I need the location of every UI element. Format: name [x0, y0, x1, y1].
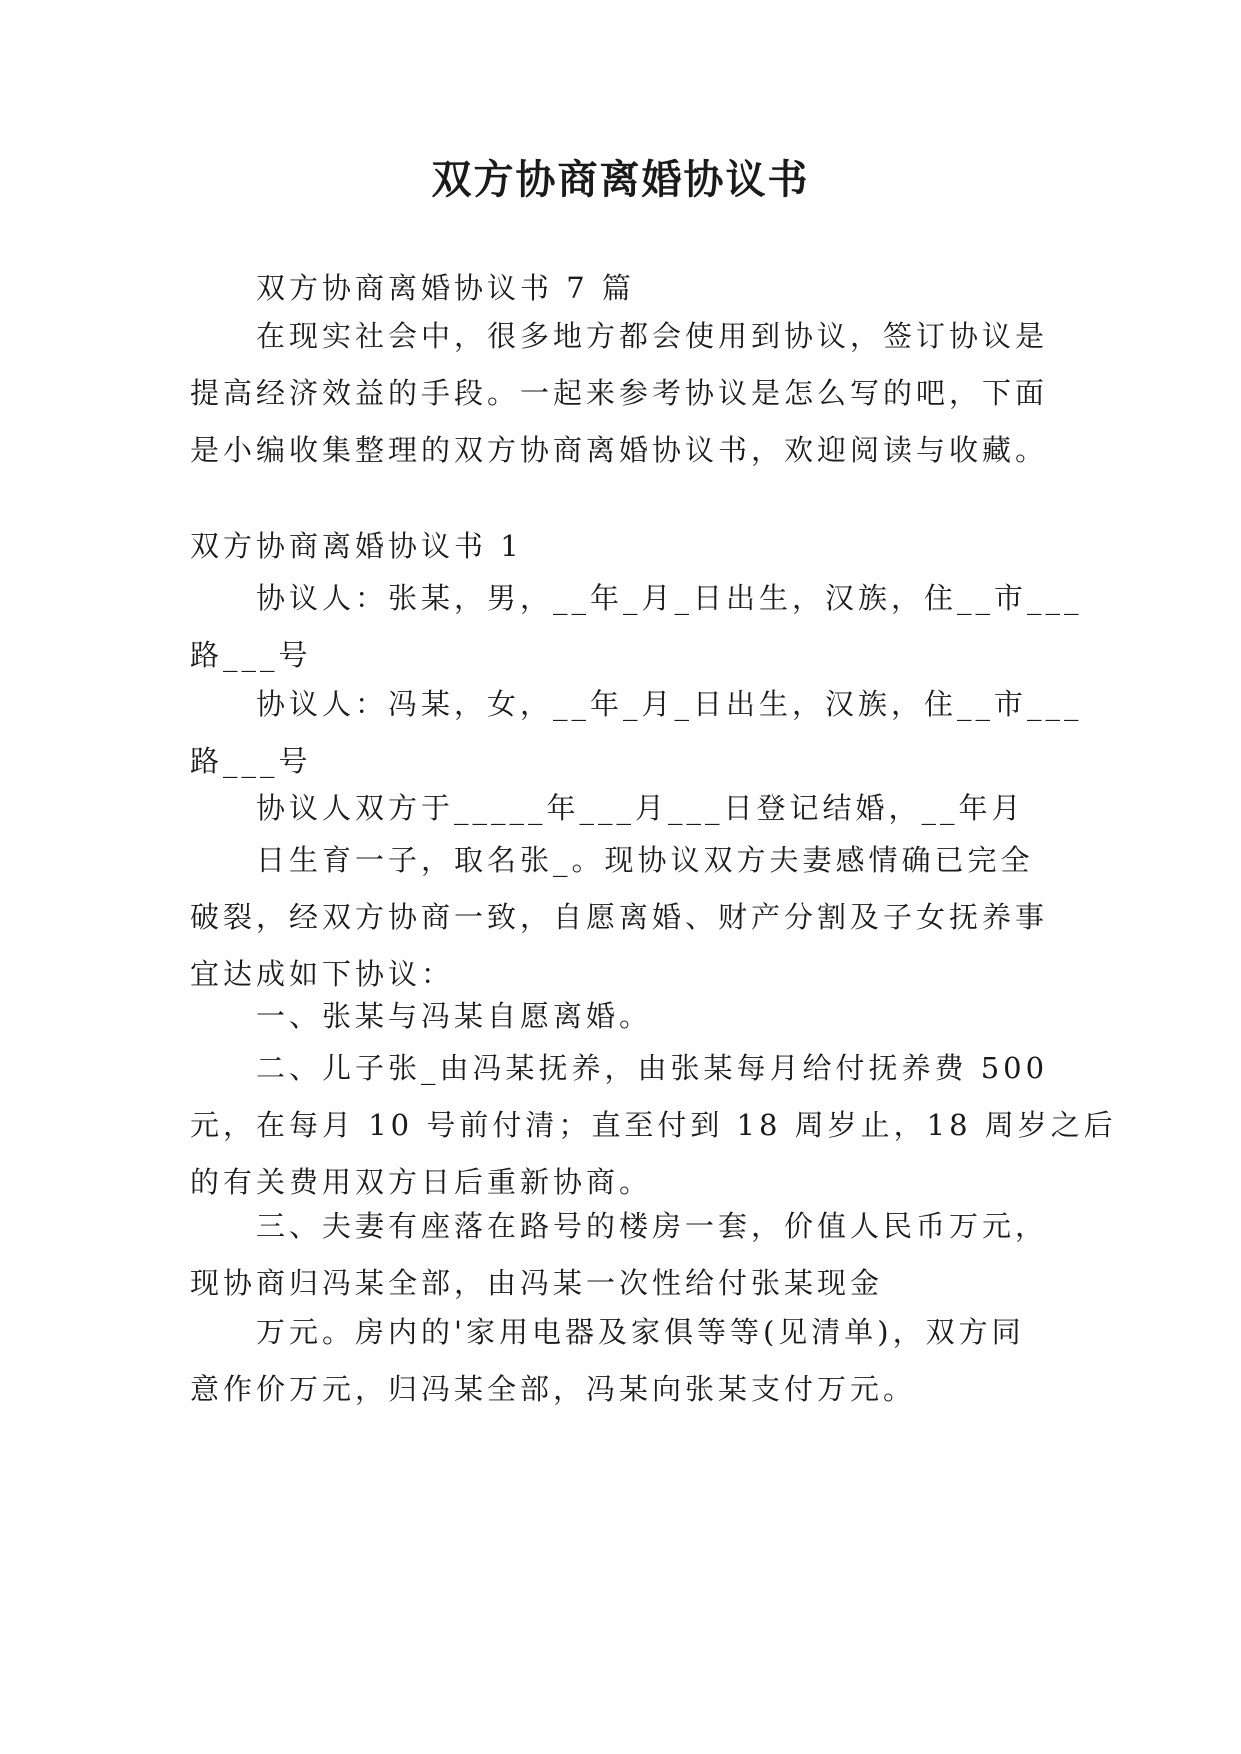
clause3-continuation — [190, 1304, 1050, 1418]
marriage-paragraph — [190, 780, 1050, 837]
party2-paragraph — [190, 676, 1083, 790]
clause3-line: 现协商归冯某全部，由冯某一次性给付张某现金 — [190, 1266, 884, 1300]
clause2-paragraph — [190, 1040, 1117, 1211]
birth-paragraph — [190, 832, 1050, 1003]
party2-line: 协议人：冯某，女，__年_月_日出生，汉族，住__市___ — [256, 687, 1083, 721]
party1-line: 路___号 — [190, 638, 312, 672]
clause1-paragraph — [190, 988, 1050, 1045]
clause1-line: 一、张某与冯某自愿离婚。 — [256, 999, 653, 1033]
clause2-line: 二、儿子张_由冯某抚养，由张某每月给付抚养费 500 — [256, 1051, 1049, 1085]
marriage-line: 协议人双方于_____年___月___日登记结婚，__年月 — [256, 791, 1025, 825]
birth-line: 宜达成如下协议： — [190, 957, 455, 991]
section-heading-line: 双方协商离婚协议书 1 — [190, 529, 523, 563]
party1-paragraph — [190, 570, 1083, 684]
intro-line: 提高经济效益的手段。一起来参考协议是怎么写的吧，下面 — [190, 376, 1049, 410]
party2-line: 路___号 — [190, 744, 312, 778]
birth-line: 日生育一子，取名张_。现协议双方夫妻感情确已完全 — [256, 843, 1034, 877]
clause3-line: 三、夫妻有座落在路号的楼房一套，价值人民币万元， — [256, 1209, 1049, 1243]
clause2-line: 的有关费用双方日后重新协商。 — [190, 1165, 653, 1199]
intro-paragraph — [190, 308, 1050, 479]
document-title: 双方协商离婚协议书 — [431, 156, 810, 203]
clause2-line: 元，在每月 10 号前付清；直至付到 18 周岁止，18 周岁之后 — [190, 1108, 1117, 1142]
birth-line: 破裂，经双方协商一致，自愿离婚、财产分割及子女抚养事 — [190, 900, 1049, 934]
intro-line: 是小编收集整理的双方协商离婚协议书，欢迎阅读与收藏。 — [190, 433, 1049, 467]
intro-line: 在现实社会中，很多地方都会使用到协议，签订协议是 — [256, 319, 1049, 353]
subtitle-line: 双方协商离婚协议书 7 篇 — [256, 271, 635, 305]
clause3-cont-line: 万元。房内的'家用电器及家俱等等(见清单)，双方同 — [256, 1315, 1025, 1349]
party1-line: 协议人：张某，男，__年_月_日出生，汉族，住__市___ — [256, 581, 1083, 615]
section-heading — [190, 518, 1050, 575]
clause3-paragraph — [190, 1198, 1050, 1312]
clause3-cont-line: 意作价万元，归冯某全部，冯某向张某支付万元。 — [190, 1372, 917, 1406]
